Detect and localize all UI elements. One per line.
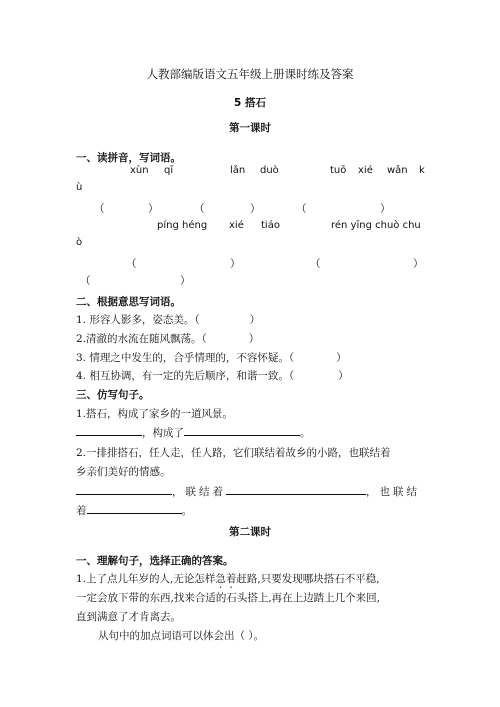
answer-paren-3-close: ） — [380, 203, 391, 215]
answer-paren-2-open: （ — [194, 203, 205, 215]
answer-paren-4-close: ） — [230, 258, 241, 270]
section-three-heading: 三、仿写句子。 — [76, 389, 150, 401]
definition-item-3: 3. 情理之中发生的，合乎情理的，不容怀疑。（ ） — [76, 352, 347, 364]
period-two-title: 第二课时 — [229, 526, 271, 538]
answer-paren-3-open: （ — [296, 203, 307, 215]
blank-line[interactable] — [76, 484, 172, 495]
answer-paren-5-open: （ — [310, 258, 321, 270]
answer-paren-5-close: ） — [413, 258, 424, 270]
pinyin-k: k — [419, 165, 425, 176]
blank-line[interactable] — [184, 425, 300, 436]
period-two-heading: 一、理解句子，选择正确的答案。 — [76, 555, 234, 567]
pinyin-lan: lǎn — [230, 165, 246, 176]
imitation-q1-blanks: ，构成了 。 — [76, 425, 311, 440]
answer-paren-4-open: （ — [126, 258, 137, 270]
answer-paren-1-open: （ — [94, 203, 105, 215]
passage-line-2: 一定会放下带的东西,找来合适的石头搭上,再在上边踏上几个来回, — [76, 592, 381, 604]
blank-line[interactable] — [76, 425, 142, 436]
pinyin-o-wrap: ò — [76, 237, 83, 248]
doc-title: 人教部编版语文五年级上册课时练及答案 — [146, 67, 354, 81]
answer-paren-6-close: ） — [180, 275, 191, 287]
answer-paren-2-close: ） — [250, 203, 261, 215]
pinyin-wan: wǎn — [387, 165, 408, 176]
definition-item-1: 1. 形容人影多，姿态美。（ ） — [76, 314, 261, 326]
passage-line-1: 1.上了点儿年岁的人,无论怎样急着赶路,只要发现哪块搭石不平稳, — [76, 573, 380, 585]
blank-line[interactable] — [87, 503, 182, 514]
dotted-emphasis-word: 急着 — [215, 573, 237, 585]
pinyin-tiao: tiáo — [261, 220, 280, 231]
pinyin-qi: qī — [164, 165, 174, 176]
pinyin-renyingchuochu: rén yīng chuò chu — [331, 220, 421, 231]
pinyin-tuo: tuō — [330, 165, 347, 176]
imitation-q2-blanks-2: 着 。 — [76, 505, 192, 517]
pinyin-xie: xié — [358, 165, 373, 176]
passage-line-3: 直到满意了才肯离去。 — [76, 611, 181, 623]
blank-line[interactable] — [226, 484, 366, 495]
answer-paren-6-open: （ — [80, 275, 91, 287]
pinyin-xie-2: xié — [229, 220, 244, 231]
pinyin-u-wrap: ù — [76, 182, 83, 193]
answer-paren-1-close: ） — [148, 203, 159, 215]
imitation-q1: 1.搭石，构成了家乡的一道风景。 — [76, 408, 234, 420]
imitation-q2-line-2: 乡亲们美好的情感。 — [76, 466, 171, 478]
definition-item-2: 2.清澈的水流在随风飘荡。（ ） — [76, 333, 260, 345]
period-one-title: 第一课时 — [229, 122, 271, 134]
pinyin-duo: duò — [260, 165, 279, 176]
imitation-q2-line-1: 2.一排排搭石，任人走，任人路，它们联结着故乡的小路，也联结着 — [76, 447, 391, 459]
section-two-heading: 二、根据意思写词语。 — [76, 296, 181, 308]
imitation-q2-blanks-1: ，联结着 ，也联结 — [76, 484, 420, 499]
definition-item-4: 4. 相互协调，有一定的先后顺序，和谐一致。（ ） — [76, 370, 349, 382]
question-prompt: 从句中的加点词语可以体会出（ ）。 — [98, 630, 265, 642]
lesson-title: 5 搭石 — [234, 97, 266, 109]
pinyin-xun: xùn — [130, 165, 149, 176]
pinyin-pingheng: píng héng — [157, 220, 208, 231]
section-one-heading: 一、读拼音，写词语。 — [76, 152, 181, 164]
